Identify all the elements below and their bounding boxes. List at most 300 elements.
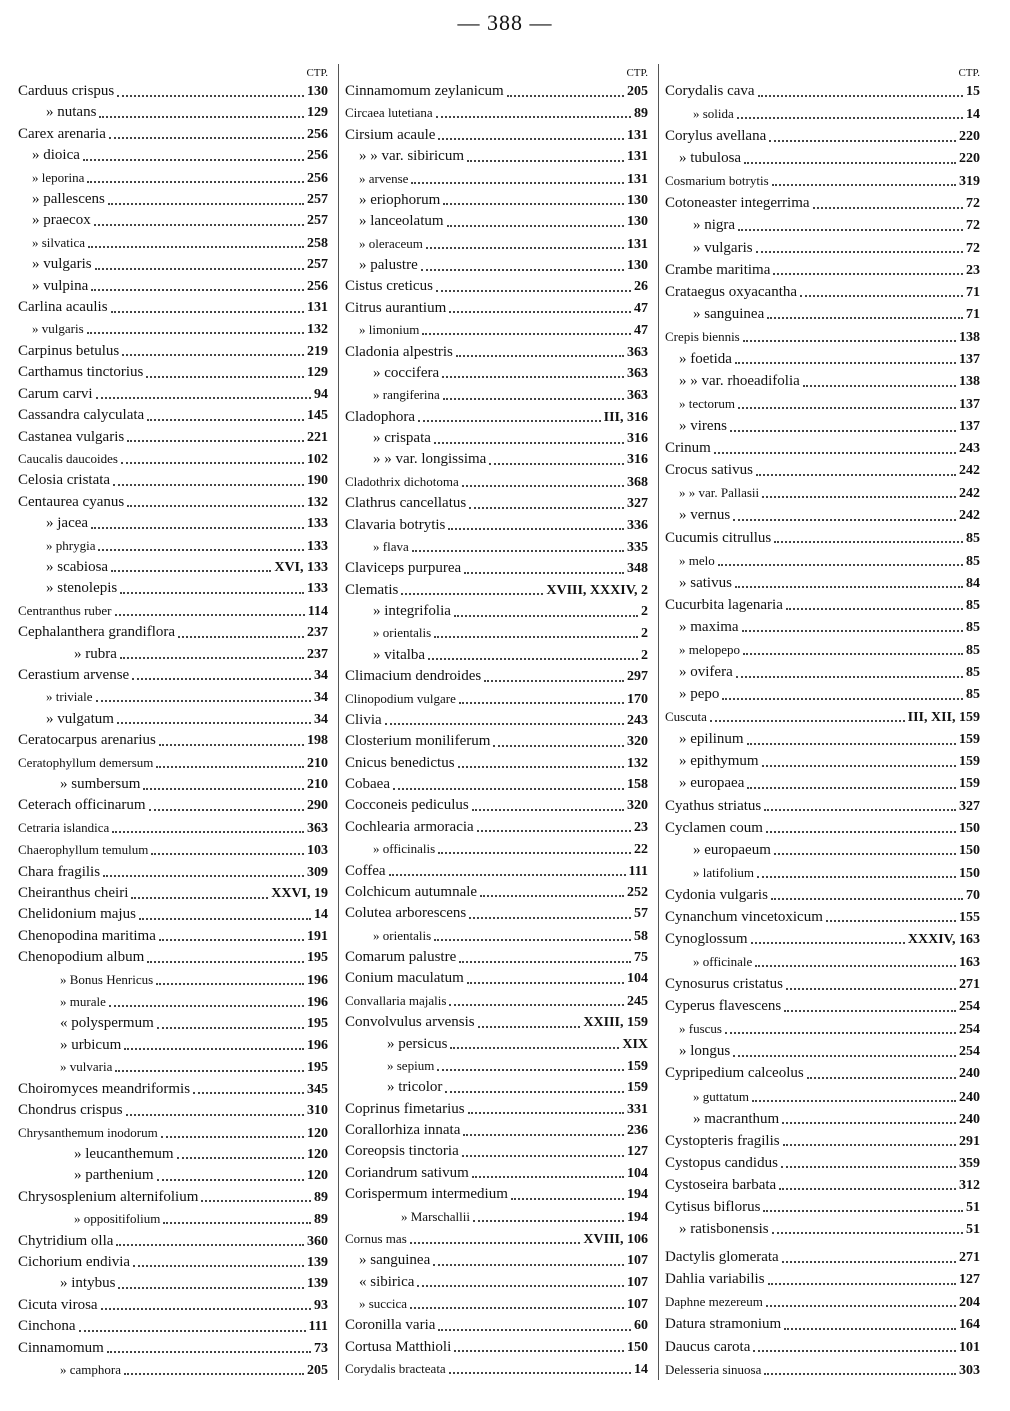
entry-name: » vernus — [679, 507, 731, 524]
entry-page-ref: 89 — [314, 1212, 328, 1228]
entry-name: » ratisbonensis — [679, 1220, 769, 1237]
entry-name: » integrifolia — [373, 603, 451, 619]
entry-page-ref: 236 — [627, 1123, 648, 1138]
dot-leader — [737, 117, 963, 119]
dot-leader — [772, 1232, 963, 1234]
entry-name: » stenolepis — [46, 580, 118, 597]
entry-page-ref: 164 — [959, 1317, 980, 1333]
index-entry — [665, 1019, 988, 1039]
dot-leader — [449, 1004, 624, 1006]
entry-page-ref: 195 — [307, 950, 328, 966]
dot-leader — [124, 1048, 304, 1050]
entry-page-ref: 130 — [627, 258, 648, 273]
dot-leader — [112, 831, 304, 833]
entry-name: Crinum — [665, 440, 711, 457]
entry-name: Centaurea cyanus — [18, 493, 125, 510]
index-entry — [18, 623, 336, 642]
index-entry — [18, 601, 336, 621]
index-entry — [665, 461, 988, 480]
dot-leader — [98, 549, 304, 551]
entry-page-ref: 194 — [627, 1187, 648, 1203]
dot-leader — [472, 809, 624, 811]
entry-name: » nigra — [693, 217, 736, 234]
entry-page-ref: 297 — [627, 669, 648, 685]
entry-page-ref: 107 — [627, 1274, 648, 1290]
entry-page-ref: XXXIV, 163 — [907, 931, 980, 947]
entry-page-ref: 104 — [627, 971, 648, 987]
entry-name: » » var. longissima — [373, 451, 487, 468]
dot-leader — [807, 1077, 956, 1079]
dot-leader — [201, 1200, 311, 1202]
index-entry — [18, 493, 336, 512]
entry-name: » vulgaris — [693, 239, 753, 256]
index-entry — [18, 1188, 336, 1207]
dot-leader — [156, 766, 304, 768]
entry-page-ref: 133 — [307, 516, 328, 532]
dot-leader — [433, 1264, 624, 1266]
dot-leader — [434, 939, 631, 941]
entry-page-ref: 336 — [627, 517, 648, 533]
entry-name: » » var. rhoeadifolia — [679, 373, 800, 390]
entry-page-ref: 23 — [966, 262, 980, 278]
column-header-page: СТР. — [306, 67, 328, 79]
dot-leader — [156, 983, 304, 985]
entry-page-ref: 240 — [959, 1111, 980, 1127]
entry-page-ref: 320 — [627, 798, 648, 814]
index-entry — [18, 753, 336, 773]
dot-leader — [117, 722, 311, 724]
entry-name: » Marschallii — [401, 1208, 470, 1224]
entry-page-ref: 102 — [307, 451, 328, 467]
index-entry — [18, 1209, 336, 1229]
dot-leader — [108, 203, 304, 205]
dot-leader — [87, 181, 304, 183]
index-entry — [18, 731, 336, 750]
index-entry — [18, 449, 336, 469]
entry-page-ref: 60 — [634, 1318, 648, 1334]
entry-name: » officinalis — [373, 841, 436, 857]
entry-name: « polyspermum — [60, 1015, 154, 1032]
entry-page-ref: 159 — [959, 776, 980, 792]
entry-page-ref: 320 — [627, 734, 648, 750]
index-entry — [345, 1078, 656, 1097]
dot-leader — [159, 939, 304, 941]
index-entry — [18, 536, 336, 556]
index-entry — [18, 342, 336, 361]
entry-page-ref: 155 — [959, 909, 980, 925]
entry-name: Crepis biennis — [665, 328, 740, 344]
index-entry — [345, 991, 656, 1011]
entry-page-ref: 335 — [627, 539, 648, 555]
index-entry — [18, 1014, 336, 1033]
dot-leader — [769, 140, 956, 142]
entry-page-ref: 84 — [966, 575, 980, 591]
dot-leader — [710, 720, 905, 722]
dot-leader — [781, 1166, 956, 1168]
entry-page-ref: 363 — [307, 820, 328, 836]
entry-page-ref: 194 — [627, 1209, 648, 1225]
entry-name: Coreopsis tinctoria — [345, 1143, 459, 1160]
entry-page-ref: 256 — [307, 170, 328, 186]
dot-leader — [126, 1114, 304, 1116]
entry-name: Cetraria islandica — [18, 819, 110, 835]
entry-name: » vulvaria — [60, 1059, 113, 1075]
dot-leader — [120, 657, 304, 659]
entry-page-ref: 127 — [627, 1144, 648, 1160]
entry-name: » oppositifolium — [74, 1211, 161, 1227]
dot-leader — [768, 1283, 956, 1285]
entry-name: » succica — [359, 1296, 408, 1311]
index-entry — [18, 211, 336, 230]
entry-page-ref: 129 — [307, 365, 328, 381]
dot-leader — [139, 918, 311, 920]
entry-name: Cucurbita lagenaria — [665, 596, 783, 613]
index-entry — [665, 1220, 988, 1239]
index-entry — [345, 1359, 656, 1379]
entry-name: Cystopteris fragilis — [665, 1132, 780, 1149]
dot-leader — [193, 1092, 304, 1094]
entry-name: » parthenium — [74, 1167, 154, 1184]
entry-page-ref: XIX — [622, 1036, 648, 1052]
dot-leader — [437, 1069, 624, 1071]
index-entry — [18, 863, 336, 882]
entry-name: » melopepo — [679, 641, 741, 657]
entry-page-ref: 51 — [966, 1199, 980, 1215]
index-entry — [345, 796, 656, 815]
index-entry — [665, 1132, 988, 1151]
entry-page-ref: 190 — [307, 473, 328, 489]
index-entry — [665, 551, 988, 571]
dot-leader — [725, 1032, 956, 1034]
dot-leader — [469, 917, 631, 919]
entry-name: Cochlearia armoracia — [345, 818, 474, 835]
index-column-3 — [658, 64, 988, 1380]
dot-leader — [109, 137, 304, 139]
index-entry — [665, 975, 988, 994]
dot-leader — [107, 1351, 311, 1353]
entry-page-ref: 291 — [959, 1133, 980, 1149]
dot-leader — [115, 1070, 304, 1072]
entry-page-ref: 120 — [307, 1168, 328, 1184]
index-entry — [345, 472, 656, 492]
entry-page-ref: 198 — [307, 733, 328, 749]
dot-leader — [438, 138, 624, 140]
dot-leader — [813, 207, 963, 209]
dot-leader — [417, 1285, 624, 1287]
index-entry — [18, 514, 336, 533]
entry-page-ref: 104 — [627, 1165, 648, 1181]
index-entry — [18, 277, 336, 296]
entry-page-ref: 101 — [959, 1339, 980, 1355]
entry-name: Cortusa Matthioli — [345, 1338, 452, 1355]
dot-leader — [94, 224, 304, 226]
dot-leader — [786, 608, 963, 610]
entry-name: Chelidonium majus — [18, 906, 136, 923]
index-entry — [345, 1273, 656, 1292]
entry-name: Claviceps purpurea — [345, 560, 462, 577]
index-entry — [345, 1338, 656, 1357]
entry-page-ref: 72 — [966, 218, 980, 234]
entry-page-ref: 220 — [959, 129, 980, 145]
index-entry — [18, 319, 336, 339]
entry-name: Cornus mas — [345, 1230, 407, 1246]
index-entry — [18, 406, 336, 425]
index-entry — [665, 1176, 988, 1195]
entry-page-ref: 2 — [641, 626, 648, 642]
index-entry — [345, 126, 656, 145]
entry-name: » rubra — [74, 645, 117, 662]
index-entry — [18, 1339, 336, 1358]
index-entry — [665, 886, 988, 905]
index-entry — [345, 147, 656, 166]
dot-leader — [445, 1091, 624, 1093]
entry-page-ref: 221 — [307, 429, 328, 445]
index-entry — [345, 667, 656, 686]
dot-leader — [91, 527, 304, 529]
entry-page-ref: 210 — [307, 755, 328, 771]
index-entry — [345, 581, 656, 600]
index-entry — [665, 930, 988, 949]
entry-name: » leporina — [32, 169, 85, 185]
entry-page-ref: 242 — [959, 463, 980, 479]
entry-page-ref: 137 — [959, 351, 980, 367]
index-entry — [18, 710, 336, 729]
entry-name: Cicuta virosa — [18, 1296, 98, 1313]
index-entry — [18, 645, 336, 664]
index-entry — [665, 1087, 988, 1107]
entry-page-ref: 72 — [966, 196, 980, 212]
index-column-2 — [338, 64, 656, 1380]
entry-page-ref: 71 — [966, 284, 980, 300]
entry-page-ref: 271 — [959, 1250, 980, 1266]
dot-leader — [99, 116, 304, 118]
dot-leader — [744, 162, 956, 164]
entry-name: Chrysosplenium alternifolium — [18, 1188, 199, 1205]
index-entry — [18, 884, 336, 903]
entry-name: Cytisus biflorus — [665, 1198, 761, 1215]
index-entry — [665, 127, 988, 146]
entry-page-ref: 316 — [627, 431, 648, 446]
index-entry — [345, 429, 656, 448]
index-entry — [665, 372, 988, 391]
index-entry — [665, 707, 988, 727]
entry-page-ref: 256 — [307, 126, 328, 142]
dot-leader — [422, 333, 631, 335]
entry-page-ref: 331 — [627, 1101, 648, 1117]
index-entry — [665, 483, 988, 503]
dot-leader — [178, 636, 304, 638]
entry-page-ref: 85 — [966, 687, 980, 703]
dot-leader — [418, 420, 601, 422]
index-entry — [345, 1056, 656, 1076]
entry-name: » vulgatum — [46, 710, 114, 727]
dot-leader — [132, 678, 311, 680]
dot-leader — [773, 273, 963, 275]
dot-leader — [111, 570, 271, 572]
index-entry — [665, 327, 988, 347]
dot-leader — [763, 1210, 963, 1212]
entry-name: Dactylis glomerata — [665, 1249, 779, 1266]
index-entry — [18, 1101, 336, 1120]
entry-page-ref: 191 — [307, 928, 328, 944]
entry-name: » longus — [679, 1043, 731, 1060]
entry-page-ref: 70 — [966, 887, 980, 903]
entry-page-ref: 271 — [959, 977, 980, 993]
dot-leader — [436, 290, 631, 292]
entry-page-ref: 132 — [307, 494, 328, 510]
index-entry — [345, 450, 656, 469]
index-entry — [665, 1360, 988, 1380]
entry-name: Climacium dendroides — [345, 668, 482, 685]
entry-name: » guttatum — [693, 1088, 749, 1104]
entry-page-ref: 130 — [627, 214, 648, 230]
entry-name: » sativus — [679, 574, 732, 591]
entry-page-ref: 237 — [307, 646, 328, 662]
entry-name: » maxima — [679, 618, 739, 635]
dot-leader — [735, 586, 963, 588]
entry-name: Chaerophyllum temulum — [18, 842, 149, 858]
entry-page-ref: 327 — [959, 798, 980, 814]
entry-name: Centranthus ruber — [18, 602, 112, 618]
index-entry — [665, 305, 988, 324]
entry-page-ref: 14 — [314, 907, 328, 923]
dot-leader — [450, 1047, 619, 1049]
entry-page-ref: 85 — [966, 530, 980, 546]
entry-page-ref: 368 — [627, 474, 648, 490]
column-header-page: СТР. — [958, 67, 980, 79]
entry-name: Cnicus benedictus — [345, 754, 455, 771]
index-entry — [18, 992, 336, 1012]
entry-name: Crambe maritima — [665, 261, 771, 278]
entry-name: » latifolium — [693, 864, 755, 880]
dot-leader — [751, 942, 905, 944]
index-entry — [665, 908, 988, 927]
entry-page-ref: 23 — [634, 819, 648, 835]
entry-page-ref: 139 — [307, 1254, 328, 1270]
index-entry — [665, 1154, 988, 1173]
entry-page-ref: 131 — [627, 149, 648, 165]
entry-page-ref: 103 — [307, 843, 328, 859]
entry-name: Cistus creticus — [345, 278, 433, 295]
entry-page-ref: 159 — [627, 1058, 648, 1074]
dot-leader — [459, 961, 631, 963]
entry-page-ref: 196 — [307, 972, 328, 988]
index-entry — [665, 194, 988, 213]
dot-leader — [464, 572, 624, 574]
entry-page-ref: 138 — [959, 374, 980, 390]
index-entry — [665, 640, 988, 660]
entry-name: » epilinum — [679, 731, 744, 748]
entry-page-ref: 130 — [307, 84, 328, 99]
entry-page-ref: XXVI, 19 — [271, 886, 328, 902]
index-entry — [345, 1316, 656, 1335]
entry-name: Caucalis daucoides — [18, 450, 118, 466]
entry-name: » europaeum — [693, 841, 771, 858]
index-entry-list — [18, 82, 336, 1380]
entry-page-ref: 137 — [959, 397, 980, 413]
index-entry — [665, 506, 988, 525]
entry-name: » leucanthemum — [74, 1145, 174, 1162]
entry-name: Cystopus candidus — [665, 1154, 778, 1171]
entry-name: » macranthum — [693, 1110, 780, 1127]
dot-leader — [96, 700, 311, 702]
dot-leader — [772, 184, 956, 186]
dot-leader — [480, 895, 624, 897]
index-entry — [665, 283, 988, 302]
index-entry — [345, 103, 656, 123]
index-entry — [345, 623, 656, 643]
entry-name: Crataegus oxyacantha — [665, 283, 798, 300]
entry-name: » ovifera — [679, 664, 733, 681]
index-entry — [18, 190, 336, 209]
entry-name: Chrysanthemum inodorum — [18, 1124, 158, 1140]
dot-leader — [472, 1176, 624, 1178]
dot-leader — [443, 398, 624, 400]
entry-page-ref: 111 — [308, 1319, 328, 1335]
entry-page-ref: 2 — [641, 647, 648, 663]
entry-name: Cystoseira barbata — [665, 1176, 777, 1193]
entry-name: Clematis — [345, 581, 399, 598]
entry-name: » persicus — [387, 1035, 448, 1052]
index-entry — [345, 839, 656, 859]
index-entry — [18, 1232, 336, 1251]
dot-leader — [764, 1373, 956, 1375]
index-entry — [345, 1294, 656, 1314]
dot-leader — [147, 419, 304, 421]
dot-leader — [752, 1100, 956, 1102]
entry-name: » triviale — [46, 689, 93, 705]
dot-leader — [111, 311, 304, 313]
entry-page-ref: 290 — [307, 798, 328, 814]
dot-leader — [758, 95, 963, 97]
dot-leader — [762, 496, 956, 498]
entry-name: Corylus avellana — [665, 128, 767, 145]
entry-name: » coccifera — [373, 364, 440, 381]
entry-name: Dahlia variabilis — [665, 1271, 765, 1288]
dot-leader — [762, 765, 956, 767]
index-entry — [345, 364, 656, 383]
entry-name: » foetida — [679, 350, 732, 367]
entry-name: » virens — [679, 418, 727, 435]
dot-leader — [742, 630, 963, 632]
index-entry — [665, 774, 988, 793]
entry-name: Clinopodium vulgare — [345, 690, 456, 706]
entry-name: Datura stramonium — [665, 1316, 782, 1333]
dot-leader — [449, 311, 631, 313]
entry-name: Ceratocarpus arenarius — [18, 732, 156, 749]
entry-page-ref: 57 — [634, 906, 648, 922]
dot-leader — [385, 723, 624, 725]
entry-name: Carlina acaulis — [18, 299, 108, 316]
entry-name: Coffea — [345, 862, 386, 879]
dot-leader — [467, 160, 624, 162]
index-entry — [345, 320, 656, 340]
entry-page-ref: 245 — [627, 993, 648, 1009]
entry-name: » fuscus — [679, 1021, 722, 1037]
dot-leader — [116, 1244, 304, 1246]
entry-name: Cynoglossum — [665, 930, 748, 947]
dot-leader — [747, 743, 956, 745]
index-entry — [345, 1013, 656, 1032]
dot-leader — [410, 1242, 581, 1244]
index-entry — [18, 818, 336, 838]
index-entry — [345, 516, 656, 535]
dot-leader — [389, 874, 626, 876]
dot-leader — [109, 1005, 304, 1007]
entry-name: » dioica — [32, 147, 80, 164]
entry-page-ref: XVIII, 106 — [583, 1231, 648, 1247]
index-entry — [665, 752, 988, 771]
